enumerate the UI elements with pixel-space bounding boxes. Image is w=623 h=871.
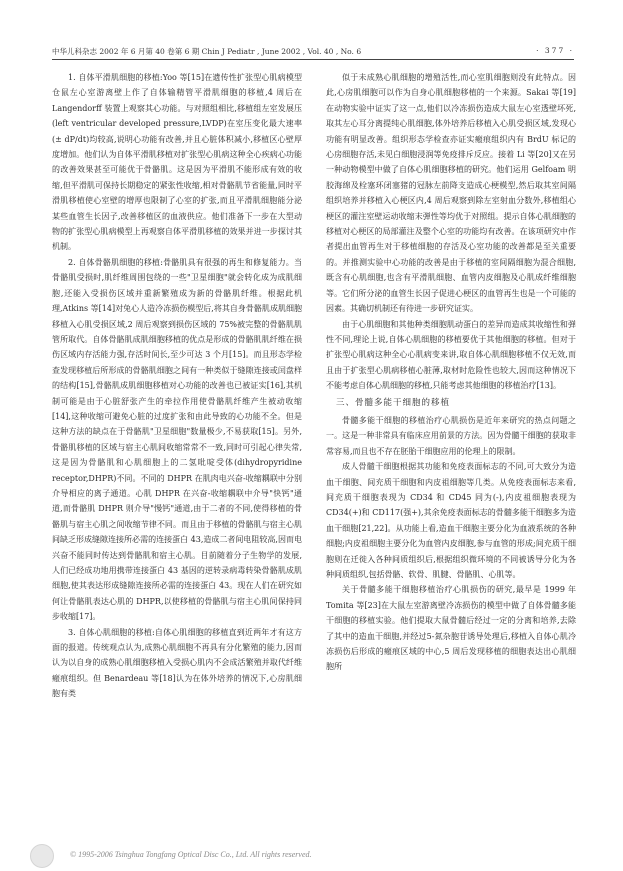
running-header: [52, 40, 574, 60]
section-heading-bone-marrow: 三、骨髓多能干细胞的移植: [336, 397, 451, 408]
paragraph-smooth-muscle: 1. 自体平滑肌细胞的移植:Yoo 等[15]在遗传性扩张型心肌病模型仓鼠左心室游离壁上作了自体输精管平滑肌细胞的移植,4 周后在 Langendorff 装置上观察其心功能。与对照组相比,移植组左室发展压(left ventricular developed pressure,LVDP)在室压变化最大速率(± dP/dt)均较高,说明心功能有改善,并且心脏体积减小,移植区心壁厚度增加。他们认为自体平滑肌移植对扩张型心肌病这种全心疾病心功能的改善效果甚至可能优于骨骼肌。这是因为平滑肌不能形成有效的收缩,但平滑肌可保持长期稳定的紧张性收缩,相对骨骼肌节省能量,同时平滑肌移植使心室壁的增厚也限制了心室的扩张,而且平滑肌细胞能分泌某些血管生长因子,改善移植区的血液供应。他们准备下一步在大型动物的扩张型心肌病模型上再观察自体平滑肌移植的效果并进一步探讨其机制。: [52, 73, 302, 252]
paragraph-bone-marrow-types: 成人骨髓干细胞根据其功能和免疫表面标志的不同,可大致分为造血干细胞、间充质干细胞和内皮祖细胞等几类。从免疫表面标志来看,间充质干细胞表现为 CD34 和 CD45 同为(-),内皮祖细胞表现为 CD34(+)和 CD117(强+),其余免疫表面标志的骨髓多能干细胞多为造血干细胞[21,22]。从功能上看,造血干细胞主要分化为血液系统的各种细胞;内皮祖细胞主要分化为血管内皮细胞,参与血管的形成;间充质干细胞则在迁徙入各种间质组织后,根据组织微环境的不同被诱导分化为各种间质组织,包括骨骼、软骨、肌腱、骨骼肌、心肌等。: [326, 462, 576, 579]
paragraph-bone-marrow-intro: 骨髓多能干细胞的移植治疗心肌损伤是近年来研究的热点问题之一。这是一种非常具有临床应用前景的方法。因为骨髓干细胞的获取非常容易,而且也不存在胚胎干细胞应用的伦理上的限制。: [326, 415, 576, 456]
paragraph-skeletal-muscle: 2. 自体骨骼肌细胞的移植:骨骼肌具有很强的再生和修复能力。当骨骼肌受损时,肌纤维周围包绕的一些"卫星细胞"就会转化成为成肌细胞,还能入受损伤区域并重新繁殖成为新的骨骼肌纤维。根据此机理,Atkins 等[14]对兔心人造冷冻损伤模型后,将其自身骨骼肌成肌细胞移植入心肌受损区域,2 周后观察到损伤区域的 75%被完整的骨骼肌肌管所取代。自体骨骼肌成肌细胞移植的优点是形成的骨骼肌肌纤维在损伤区域内存活能力强,存活时间长,至少可达 3 个月[15]。而且形态学检查发现移植后所形成的骨骼肌细胞之间有一种类似于缝隙连接或闰盘样的结构[15],骨骼肌成肌细胞移植对心功能的改善也已被证实[16],其机制可能是由于心脏舒张产生的牵拉作用使骨骼肌纤维产生被动收缩[14],这种收缩可避免心脏的过度扩张和由此导致的心功能不全。但是这种方法的缺点在于骨骼肌"卫星细胞"数量极少,不易获取[15]。另外,骨骼肌移植的区域与宿主心肌间收缩常常不一致,同时可引起心律失常,这是因为骨骼肌和心肌细胞上的二氢吡啶受体(dihydropyridine receptor,DHPR)不同。不同的 DHPR 在肌肉电兴奋-收缩耦联中分别介导相应的离子通道。心肌 DHPR 在兴奋-收缩耦联中介导"快钙"通道,而骨骼肌 DHPR 则介导"慢钙"通道,由于二者的不同,使得移植的骨骼肌与宿主心肌之间收缩节律不同。而且由于移植的骨骼肌与宿主心肌间缺乏形成缝隙连接所必需的连接蛋白 43,造成二者间电阻较高,因而电兴奋不能同时传达到骨骼肌和宿主心肌。目前随着分子生物学的发展,人们已经成功地用携带连接蛋白 43 基因的逆转录病毒转染骨骼肌成肌细胞,使其表达形成缝隙连接所必需的连接蛋白 43。现在人们在研究如何让骨骼肌表达心肌的 DHPR,以使移植的骨骼肌与宿主心肌间保持同步收缩[17]。: [52, 257, 302, 622]
copyright-notice: © 1995-2006 Tsinghua Tongfang Optical Disc Co., Ltd. All rights reserved.: [70, 850, 312, 859]
paragraph-cardiomyocyte: 3. 自体心肌细胞的移植:自体心肌细胞的移植直到近两年才有这方面的报道。传统观点认为,成熟心肌细胞不再具有分化繁殖的能力,因而认为以自身的成熟心肌细胞移植入受损心肌内不会成活繁殖并取代纤维瘢痕组织。但 Benardeau 等[18]认为在体外培养的情况下,心房肌细胞有类: [52, 627, 302, 699]
journal-citation: 中华儿科杂志 2002 年 6 月第 40 卷第 6 期 Chin J Pediatr , June 2002 , Vol. 40 , No. 6: [52, 47, 362, 56]
paragraph-bone-marrow-research: 关于骨髓多能干细胞移植治疗心肌损伤的研究,最早是 1999 年 Tomita 等[23]在大鼠左室游离壁冷冻损伤的模型中做了自体骨髓多能干细胞的移植实验。他们提取大鼠骨髓后经过一定的分离和培养,去除了其中的造血干细胞,并经过5-氮杂胞苷诱导处理后,移植入自体心肌冷冻损伤后形成的瘢痕区域的中心,5 周后发现移植的细胞表达出心肌细胞所: [326, 585, 576, 672]
paragraph-comparison: 由于心肌细胞和其他种类细胞肌动蛋白的差异而造成其收缩性和弹性不同,理论上说,自体心肌细胞的移植要优于其他细胞的移植。但对于扩张型心肌病这种全心心肌病变来讲,取自体心肌细胞移植不仅无效,而且由于扩张型心肌病移植心脏薄,取材时危险性也较大,因而这种情况下不能考虑自体心肌细胞的移植,只能考虑其他细胞的移植治疗[13]。: [326, 319, 576, 391]
right-column: [326, 70, 576, 840]
publisher-logo-icon: [30, 844, 54, 868]
left-column: [52, 70, 302, 840]
paragraph-cardiomyocyte-cont: 似于未成熟心肌细胞的增殖活性,而心室肌细胞则没有此特点。因此,心房肌细胞可以作为自身心肌细胞移植的一个来源。Sakai 等[19]在动物实验中证实了这一点,他们以冷冻损伤造成大鼠左心室透壁坏死,取其左心耳分离提纯心肌细胞,体外培养后移植入心肌受损区域,发现心功能有明显改善。组织形态学检查亦证实瘢痕组织内有 BrdU 标记的心房细胞存活,未见白细胞浸润等免疫排斥反应。接着 Li 等[20]又在另一种动物模型中做了自体心肌细胞移植的研究。他们运用 Gelfoam 明胶海绵及栓塞环闭塞猪的冠脉左前降支造成心梗模型,然后取其室间隔组织培养并移植入心梗区内,4 周后观察到除左室射血分数外,移植组心梗区的灌注室壁运动收缩末弹性等均优于对照组。提示自体心肌细胞的移植对心梗区的局部灌注及整个心室的功能均有改善。在该项研究中作者提出血管再生对于移植细胞的存活及心室功能的改善都是至关重要的。并推测实验中心功能的改善是由于移植的室间隔细胞为混合细胞,既含有心肌细胞,也含有平滑肌细胞、血管内皮细胞及心肌成纤维细胞等。它们所分泌的血管生长因子促进心梗区的血管再生也是一个可能的因素。其确切机制还有待进一步研究证实。: [326, 73, 576, 314]
page-number: · 377 ·: [536, 46, 574, 55]
header-rule: [52, 59, 574, 60]
footer: [0, 840, 623, 871]
